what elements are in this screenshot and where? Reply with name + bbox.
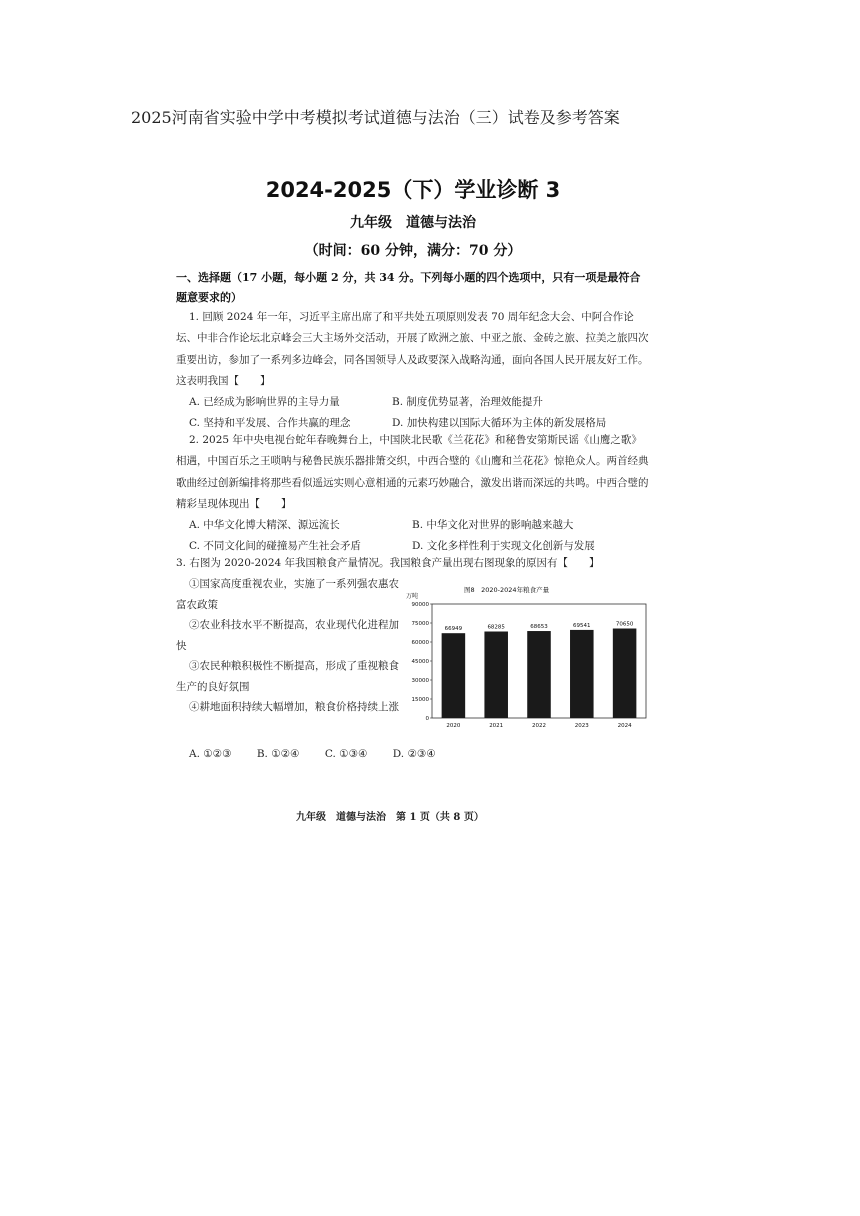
question-3-statement-3: ③农民种粮积极性不断提高，形成了重视粮食生产的良好氛围	[176, 660, 399, 693]
bar	[484, 632, 508, 718]
page-footer: 九年级 道德与法治 第 1 页（共 8 页）	[296, 812, 484, 823]
question-3-option-b: B. ①②④	[256, 748, 300, 760]
question-3-option-d: D. ②③④	[392, 748, 436, 760]
question-2-option-a: A. 中华文化博大精深、源远流长	[189, 519, 340, 532]
question-2-options-row-1	[176, 515, 650, 536]
question-1	[176, 307, 650, 435]
bar	[613, 629, 637, 718]
question-2-option-b: B. 中华文化对世界的影响越来越大	[412, 519, 574, 532]
chart-y-axis-unit: 万吨	[406, 593, 419, 600]
x-tick-label: 2024	[617, 723, 632, 729]
question-1-option-b: B. 制度优势显著，治理效能提升	[392, 396, 543, 409]
chart-title: 图8 2020-2024年粮食产量	[464, 586, 550, 594]
x-tick-label: 2021	[489, 723, 504, 729]
question-3-statement-2: ②农业科技水平不断提高，农业现代化进程加快	[176, 619, 399, 652]
question-2-option-d: D. 文化多样性利于实现文化创新与发展	[412, 540, 595, 553]
bar	[570, 630, 594, 718]
question-1-option-c: C. 坚持和平发展、合作共赢的理念	[189, 417, 351, 430]
question-3-statement-4: ④耕地面积持续大幅增加，粮食价格持续上涨	[189, 701, 399, 713]
bar-value-label: 69541	[573, 622, 591, 629]
question-3-options	[189, 748, 489, 760]
x-tick-label: 2023	[574, 723, 589, 729]
y-tick-label: 60000	[411, 640, 429, 646]
x-tick-label: 2020	[446, 723, 461, 729]
question-1-options-row-1	[176, 392, 650, 413]
y-tick-label: 45000	[411, 659, 429, 665]
bar	[527, 631, 551, 718]
question-3-statements	[176, 574, 406, 718]
question-3-statement-1: ①国家高度重视农业，实施了一系列强农惠农富农政策	[176, 578, 399, 611]
question-3-option-c: C. ①③④	[324, 748, 368, 760]
document-title: 2025河南省实验中学中考模拟考试道德与法治（三）试卷及参考答案	[131, 108, 620, 127]
bar-value-label: 66949	[444, 626, 463, 633]
exam-title: 2024-2025（下）学业诊断 3	[265, 178, 561, 202]
question-1-option-a: A. 已经成为影响世界的主导力量	[189, 396, 340, 409]
exam-subject: 九年级 道德与法治	[350, 215, 476, 231]
question-3-stem: 3. 右图为 2020-2024 年我国粮食产量情况。我国粮食产量出现右图现象的原因有【 】	[176, 557, 600, 569]
question-2-option-c: C. 不同文化间的碰撞易产生社会矛盾	[189, 540, 361, 553]
y-tick-label: 15000	[411, 697, 429, 703]
question-3-option-a: A. ①②③	[189, 748, 232, 760]
y-tick-label: 75000	[411, 621, 429, 627]
question-1-option-d: D. 加快构建以国际大循环为主体的新发展格局	[392, 417, 607, 430]
question-2-stem: 2. 2025 年中央电视台蛇年春晚舞台上，中国陕北民歌《兰花花》和秘鲁安第斯民谣《山鹰之歌》相遇，中国百乐之王唢呐与秘鲁民族乐器排箫交织，中西合璧的《山鹰和兰花花》惊艳众人。两首经典歌曲经过创新编排将那些看似遥远实则心意相通的元素巧妙融合，激发出谐而深远的共鸣。中西合璧的精彩呈现体现出【 】	[176, 434, 649, 510]
grain-output-bar-chart	[404, 582, 650, 732]
bar	[442, 633, 466, 718]
section-heading: 一、选择题（17 小题，每小题 2 分，共 34 分。下列每小题的四个选项中，只有一项是最符合题意要求的）	[176, 271, 641, 304]
question-2	[176, 430, 650, 558]
question-1-stem: 1. 回顾 2024 年一年，习近平主席出席了和平共处五项原则发表 70 周年纪念大会、中阿合作论坛、中非合作论坛北京峰会三大主场外交活动，开展了欧洲之旅、中亚之旅、金砖之旅、拉美之旅四次重要出访，参加了一系列多边峰会，同各国领导人及政要深入战略沟通，面向各国人民开展友好工作。这表明我国【 】	[176, 311, 649, 387]
x-tick-label: 2022	[532, 723, 546, 729]
bar-value-label: 68653	[530, 624, 548, 631]
y-tick-label: 0	[425, 716, 429, 722]
y-tick-label: 30000	[411, 678, 429, 684]
exam-time-score: （时间：60 分钟，满分：70 分）	[304, 243, 522, 259]
y-tick-label: 90000	[411, 602, 429, 608]
bar-value-label: 68285	[487, 624, 505, 631]
bar-value-label: 70650	[615, 621, 634, 628]
scanned-exam-page	[176, 160, 650, 830]
